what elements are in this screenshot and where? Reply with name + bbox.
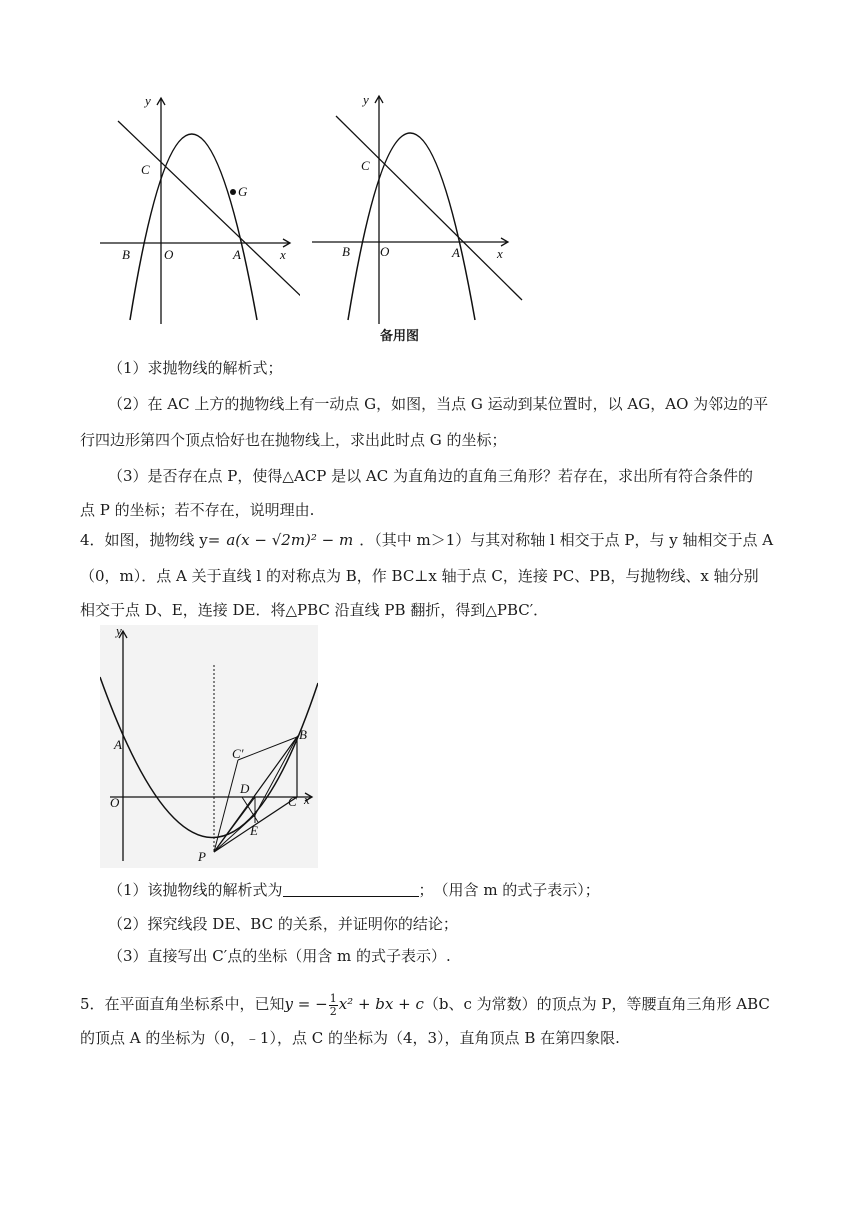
fig1-label-x: x — [280, 247, 286, 262]
p5-frac-num: 1 — [329, 991, 337, 1005]
p4-q1-prefix: （1）该抛物线的解析式为 — [108, 881, 283, 899]
p4-question-3: （3）直接写出 C′点的坐标（用含 m 的式子表示）. — [108, 947, 451, 965]
figure-2-caption: 备用图 — [380, 329, 420, 344]
fig3-label-o: O — [110, 795, 120, 810]
p5-line2: 的顶点 A 的坐标为（0，﹣1），点 C 的坐标为（4，3），直角顶点 B 在第四象限. — [80, 1029, 620, 1047]
fig3-label-p: P — [198, 849, 206, 864]
p3-question-2-line1: （2）在 AC 上方的抛物线上有一动点 G，如图，当点 G 运动到某位置时，以 AG，AO 为邻边的平 — [108, 395, 769, 413]
p3-question-3-line2: 点 P 的坐标；若不存在，说明理由. — [80, 501, 315, 519]
fig2-label-x: x — [497, 246, 503, 261]
p4-q1-answer-blank[interactable] — [283, 882, 419, 897]
figure-2-graph — [312, 88, 527, 330]
fig3-label-b: B — [299, 727, 307, 742]
p4-intro-line2: （0，m）．点 A 关于直线 l 的对称点为 B，作 BC⊥x 轴于点 C，连接 PC、PB，与抛物线、x 轴分别 — [80, 567, 759, 585]
fig3-label-e: E — [250, 823, 258, 838]
p5-line1 — [80, 988, 770, 1020]
fig2-label-c: C — [361, 158, 370, 173]
p4-intro-suffix: ．（其中 m＞1）与其对称轴 l 相交于点 P，与 y 轴相交于点 A — [359, 531, 774, 549]
p5-prefix: 5．在平面直角坐标系中，已知 — [80, 995, 285, 1013]
p5-frac-den: 2 — [329, 1004, 337, 1018]
p4-question-2: （2）探究线段 DE、BC 的关系，并证明你的结论； — [108, 915, 458, 933]
p4-intro-line3: 相交于点 D、E，连接 DE．将△PBC 沿直线 PB 翻折，得到△PBC′． — [80, 601, 549, 619]
fig2-label-a: A — [452, 245, 460, 260]
fig3-label-d: D — [240, 781, 250, 796]
p5-formula-rhs: x² + bx + c — [338, 995, 424, 1013]
p3-question-2-line2: 行四边形第四个顶点恰好也在抛物线上，求出此时点 G 的坐标； — [80, 431, 507, 449]
fig3-label-c: C — [288, 794, 297, 809]
p5-fraction — [329, 993, 338, 1018]
fig3-label-x: x — [304, 792, 310, 807]
fig1-label-b: B — [122, 247, 130, 262]
fig3-label-a: A — [114, 737, 122, 752]
fig1-label-y: y — [145, 93, 151, 108]
fig2-label-o: O — [380, 244, 390, 259]
figure-1-graph — [100, 88, 300, 330]
figure-3-graph — [100, 625, 318, 868]
fig3-label-c-prime: C′ — [232, 746, 244, 761]
fig1-label-a: A — [233, 247, 241, 262]
p3-question-1: （1）求抛物线的解析式； — [108, 359, 283, 377]
fig2-label-b: B — [342, 244, 350, 259]
p4-intro-line1 — [80, 530, 773, 550]
fig1-label-o: O — [164, 247, 174, 262]
p4-intro-prefix: 4．如图，抛物线 y= — [80, 531, 221, 549]
p4-q1-suffix: ； （用含 m 的式子表示）； — [418, 881, 600, 899]
fig1-label-c: C — [141, 162, 150, 177]
p4-formula: a(x − √2m)² − m — [226, 531, 354, 549]
p5-formula-lhs: y = − — [284, 995, 328, 1013]
p4-question-1 — [108, 880, 600, 900]
fig1-label-g: G — [238, 184, 248, 199]
fig3-label-y: y — [116, 625, 122, 638]
p3-question-3-line1: （3）是否存在点 P，使得△ACP 是以 AC 为直角边的直角三角形？若存在，求出所有符合条件的 — [108, 467, 753, 485]
fig2-label-y: y — [363, 92, 369, 107]
p5-suffix: （b、c 为常数）的顶点为 P，等腰直角三角形 ABC — [423, 995, 770, 1013]
